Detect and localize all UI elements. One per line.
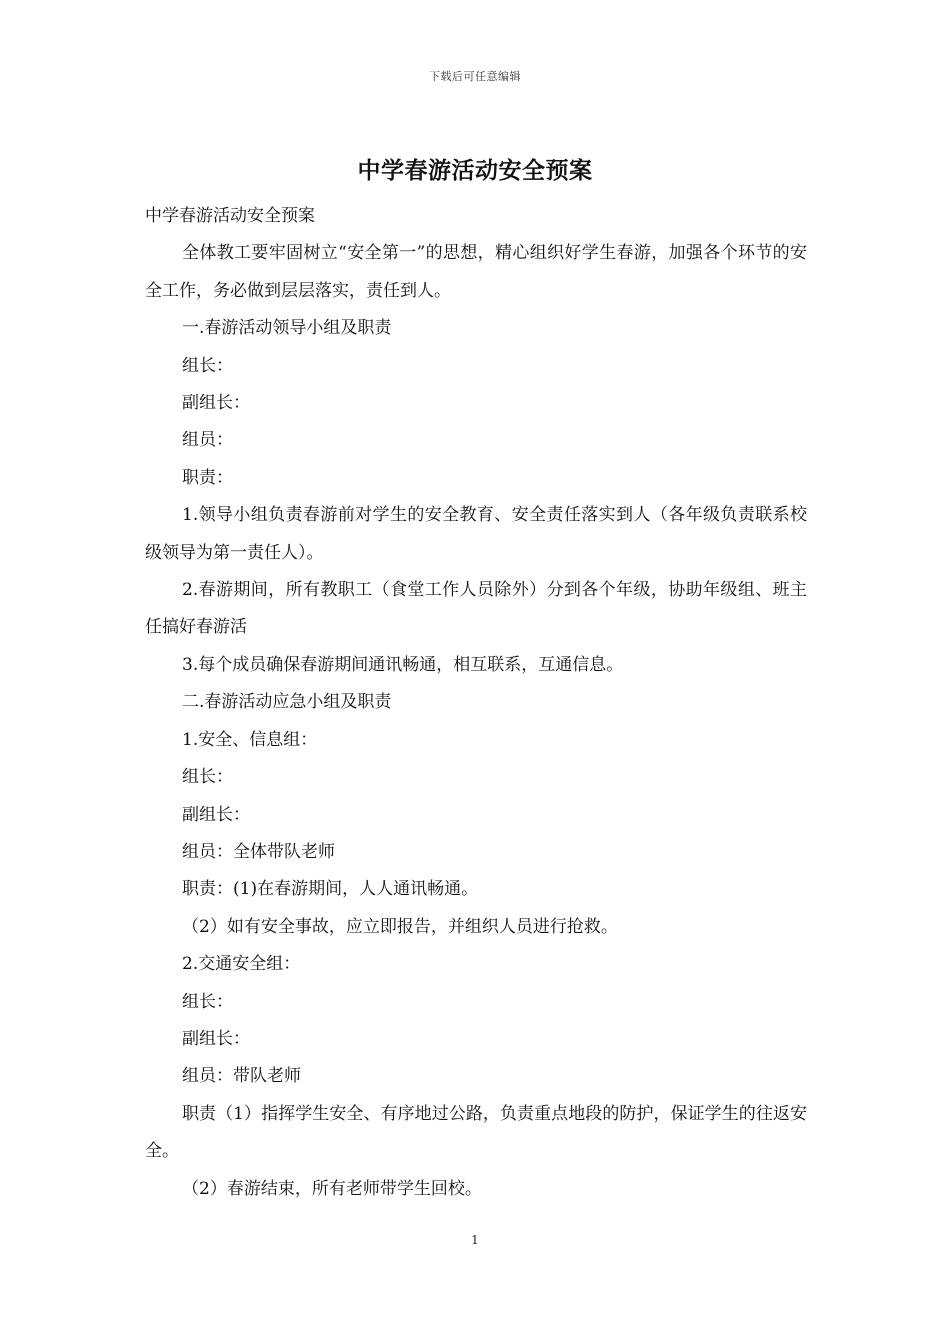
paragraph-leader: 组长： <box>182 767 233 788</box>
page-header-note: 下载后可任意编辑 <box>429 70 521 83</box>
paragraph-duties: 职责（1）指挥学生安全、有序地过公路，负责重点地段的防护，保证学生的往返安全。 <box>145 1103 807 1162</box>
paragraph-members: 组员：带队老师 <box>182 1066 301 1087</box>
paragraph-intro: 全体教工要牢固树立“安全第一”的思想，精心组织好学生春游，加强各个环节的安全工作，务必做到层层落实，责任到人。 <box>145 243 807 301</box>
paragraph-duty-item: （2）如有安全事故，应立即报告，并组织人员进行抢救。 <box>182 916 618 937</box>
paragraph-deputy-leader: 副组长： <box>182 393 250 414</box>
paragraph-duty-3: 3.每个成员确保春游期间通讯畅通，相互联系，互通信息。 <box>182 654 624 675</box>
paragraph-members: 组员： <box>182 430 233 451</box>
paragraph-traffic-safety-group: 2.交通安全组： <box>182 954 301 975</box>
document-title: 中学春游活动安全预案 <box>357 157 593 184</box>
paragraph-deputy-leader: 副组长： <box>182 804 250 825</box>
paragraph-leader: 组长： <box>182 991 233 1012</box>
document-body <box>145 198 807 1208</box>
paragraph-subtitle: 中学春游活动安全预案 <box>145 206 315 226</box>
paragraph-duties: 职责：(1)在春游期间，人人通讯畅通。 <box>182 879 479 900</box>
paragraph-leader: 组长： <box>182 355 233 376</box>
paragraph-duty-item: （2）春游结束，所有老师带学生回校。 <box>182 1178 482 1199</box>
paragraph-duty-1: 1.领导小组负责春游前对学生的安全教育、安全责任落实到人（各年级负责联系校级领导为第一责任人）。 <box>145 505 807 563</box>
section-heading-leadership: 一.春游活动领导小组及职责 <box>182 318 392 339</box>
paragraph-duty-2: 2.春游期间，所有教职工（食堂工作人员除外）分到各个年级，协助年级组、班主任搞好春游活 <box>145 580 807 638</box>
paragraph-deputy-leader: 副组长： <box>182 1028 250 1049</box>
page-number: 1 <box>471 1233 479 1247</box>
paragraph-safety-info-group: 1.安全、信息组： <box>182 729 318 750</box>
paragraph-duties: 职责： <box>182 467 233 488</box>
paragraph-members: 组员：全体带队老师 <box>182 841 335 862</box>
section-heading-emergency: 二.春游活动应急小组及职责 <box>182 692 392 713</box>
